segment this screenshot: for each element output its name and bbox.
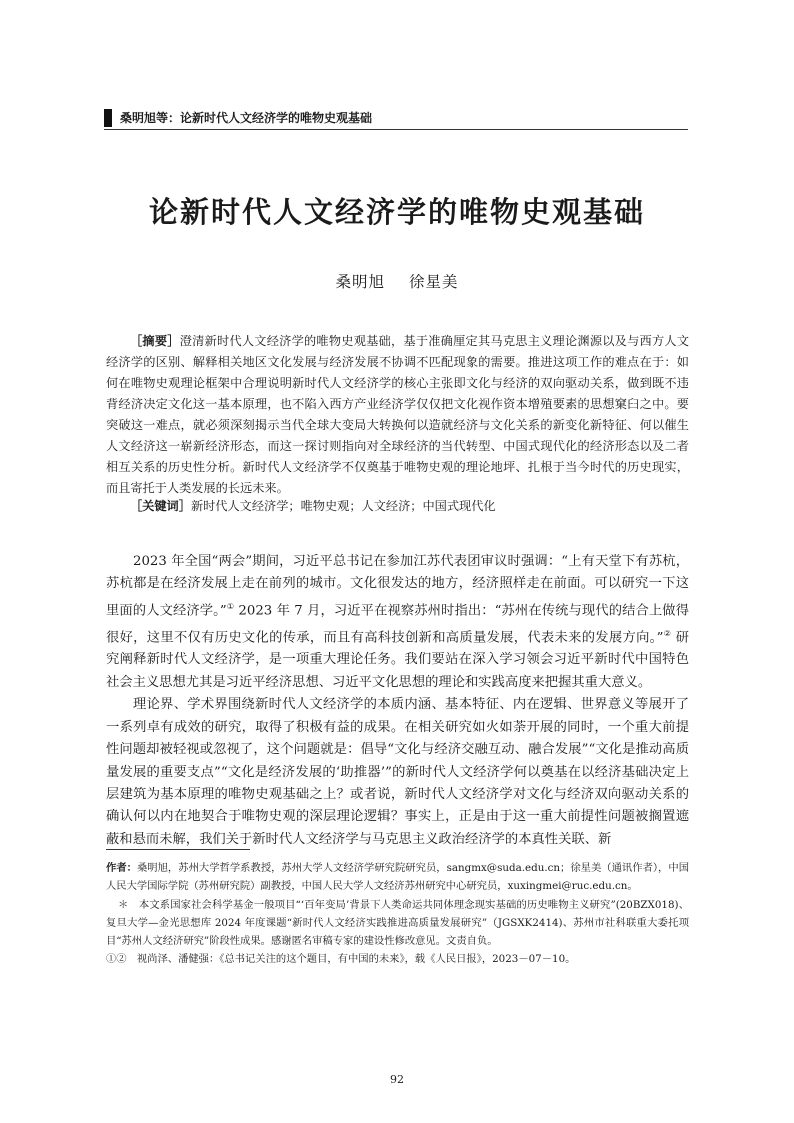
author-name: 徐星美 [409,273,459,291]
abstract-label: ［摘要］ [130,334,180,348]
running-head [104,107,688,130]
author-footnote [106,859,689,896]
paragraph [106,551,689,694]
keywords-label: ［关键词］ [130,499,191,513]
running-head-text: 桑明旭等：论新时代人文经济学的唯物史观基础 [120,111,373,125]
author-name: 桑明旭 [335,273,385,291]
footnote-ref[interactable]: ① [226,601,235,611]
reference-footnote: ①② 视尚泽、潘健强：《总书记关注的这个题目，有中国的未来》，载《人民日报》，2023－07－10。 [106,953,576,966]
page-number: 92 [390,1073,404,1086]
author-line [0,270,794,292]
paragraph-text: 研究阐释新时代人文经济学，是一项重大理论任务。我们要站在深入学习领会习近平新时代中国特色社会主义思想尤其是习近平经济思想、习近平文化思想的理论和实践高度来把握其重大意义。 [106,630,689,690]
running-head-bar [104,109,112,127]
paragraph: 理论界、学术界围绕新时代人文经济学的本质内涵、基本特征、内在逻辑、世界意义等展开了一系列卓有成效的研究，取得了积极有益的成果。在相关研究如火如荼开展的同时，一个重大前提性问题却被轻视或忽视了，这个问题就是：倡导“文化与经济交融互动、融合发展”“文化是推动高质量发展的重要支点”“文化是经济发展的‘助推器’”的新时代人文经济学何以奠基在以经济基础决定上层建筑为基本原理的唯物史观基础之上？或者说，新时代人文经济学对文化与经济双向驱动关系的确认何以内在地契合于唯物史观的深层理论逻辑？事实上，正是由于这一重大前提性问题被搁置遮蔽和悬而未解，我们关于新时代人文经济学与马克思主义政治经济学的本真性关联、新 [106,697,689,847]
footnotes [106,859,689,969]
keywords [106,496,689,517]
footnote-divider [106,849,250,850]
paragraph-text: 2023 年全国“两会”期间，习近平总书记在参加江苏代表团审议时强调：“上有天堂下有苏杭，苏杭都是在经济发展上走在前列的城市。文化很发达的地方，经济照样走在前面。可以研究一下这里面的人文经济学。” [106,554,689,619]
abstract [106,331,689,499]
author-footnote-text: 桑明旭，苏州大学哲学系教授，苏州大学人文经济学研究院研究员，sangmx@suda.edu.cn；徐星美（通讯作者），中国人民大学国际学院（苏州研究院）副教授，中国人民大学人文经济苏州研究中心研究员，xuxingmei@ruc.edu.cn。 [106,862,689,893]
paragraph-text: 2023 年 7 月，习近平在视察苏州时指出：“苏州在传统与现代的结合上做得很好，这里不仅有历史文化的传承，而且有高科技创新和高质量发展，代表未来的发展方向。” [106,603,689,646]
fund-footnote: ＊ 本文系国家社会科学基金一般项目“‘百年变局’背景下人类命运共同体理念现实基础的历史唯物主义研究”(20BZX018)、复旦大学—金光思想库 2024 年度课题“新时代人文经济实践推进高质量发展研究”（JGSXK2414)、苏州市社科联重大委托项目“苏州人文经济研究”阶段性成果。感谢匿名审稿专家的建设性修改意见。文责自负。 [106,898,689,948]
author-footnote-label: 作者： [106,862,137,874]
body-text [106,551,689,851]
article-title: 论新时代人文经济学的唯物史观基础 [148,195,645,229]
keywords-text: 新时代人文经济学；唯物史观；人文经济；中国式现代化 [190,499,496,513]
abstract-text: 澄清新时代人文经济学的唯物史观基础，基于准确厘定其马克思主义理论渊源以及与西方人文经济学的区别、解释相关地区文化发展与经济发展不协调不匹配现象的需要。推进这项工作的难点在于：如何在唯物史观理论框架中合理说明新时代人文经济学的核心主张即文化与经济的双向驱动关系，做到既不违背经济决定文化这一基本原理，也不陷入西方产业经济学仅仅把文化视作资本增殖要素的思想窠臼之中。要突破这一难点，就必须深刻揭示当代全球大变局大转换何以造就经济与文化关系的新变化新特征、何以催生人文经济这一崭新经济形态，而这一探讨则指向对全球经济的当代转型、中国式现代化的经济形态以及二者相互关系的历史性分析。新时代人文经济学不仅奠基于唯物史观的理论地坪、扎根于当今时代的历史现实，而且寄托于人类发展的长远未来。 [106,334,690,495]
footnote-ref[interactable]: ② [663,628,672,638]
